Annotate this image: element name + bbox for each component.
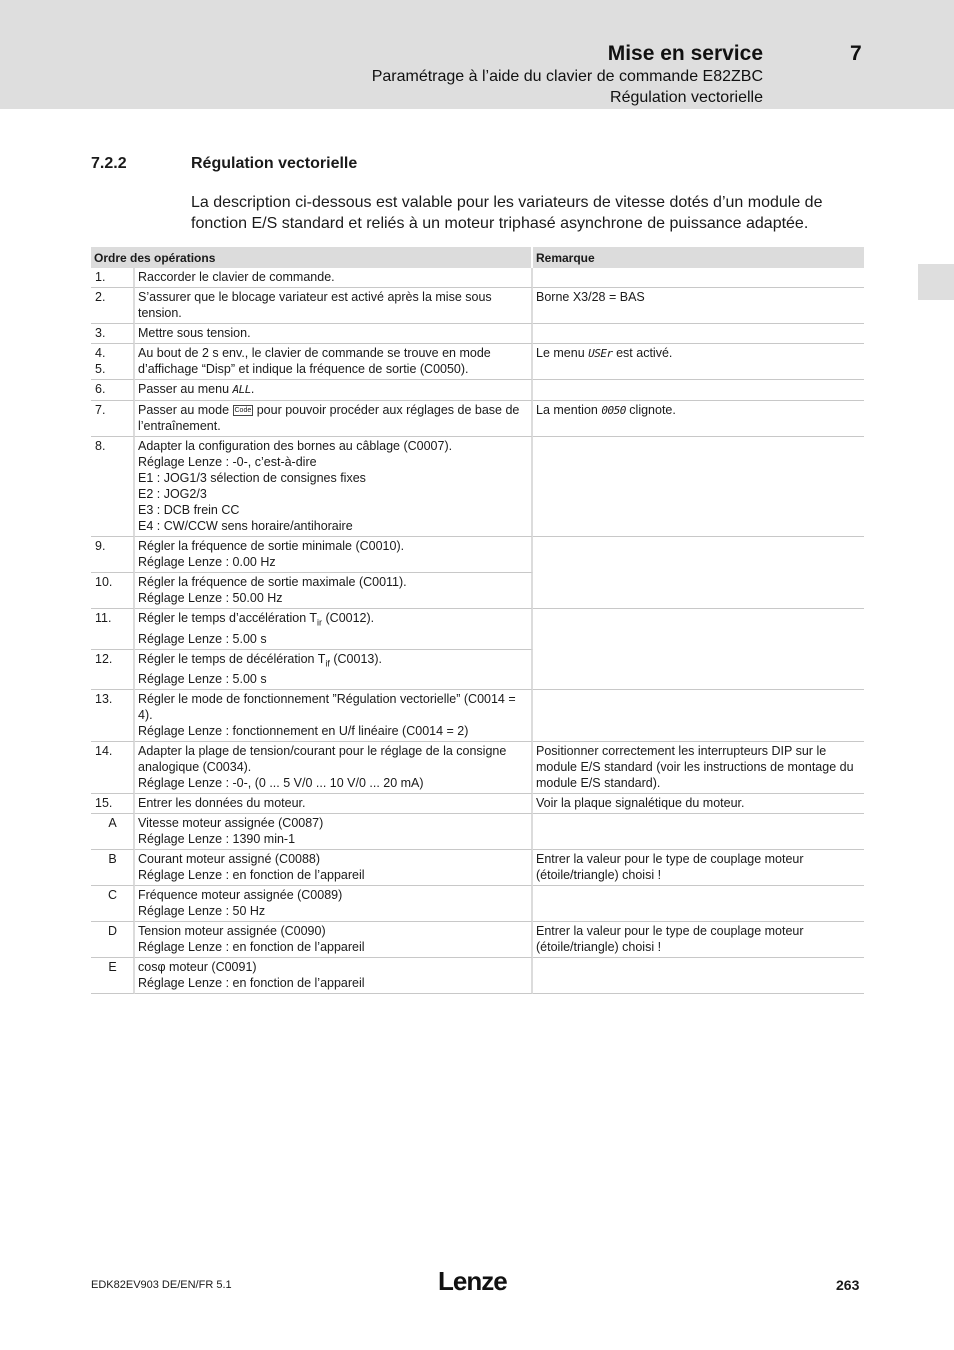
table-header-row [91,247,864,268]
step-letter: A [91,814,135,850]
step-number: 3. [91,324,135,344]
step-line: Réglage Lenze : en fonction de l’appareil [138,976,365,990]
table-row [91,958,864,994]
step-line [138,610,528,631]
table-row [91,922,864,958]
operations-table [91,247,864,994]
table-row [91,344,864,380]
step-text-part: Passer au mode [138,403,233,417]
lcd-display-text: 0050 [601,404,626,417]
step-letter: D [91,922,135,958]
step-line: Réglage Lenze : 5.00 s [138,631,267,646]
lcd-display-text: USEr [588,347,613,360]
step-text-part: (C0013). [329,651,382,666]
header-subtitle: Paramétrage à l’aide du clavier de commande E82ZBC [371,68,763,85]
table-row [91,288,864,324]
step-text: S’assurer que le blocage variateur est activé après la mise sous tension. [135,288,533,324]
step-text [135,609,533,650]
header-subtitle-2: Régulation vectorielle [610,89,763,106]
step-line: Réglage Lenze : 50 Hz [138,904,266,918]
step-remark [533,268,864,288]
step-line: E1 : JOG1/3 sélection de consignes fixes [138,471,366,485]
step-text [135,401,533,437]
step-number [91,344,135,380]
step-text-part: . [250,382,255,396]
step-remark: Borne X3/28 = BAS [533,288,864,324]
step-remark [533,380,864,401]
section-title: Régulation vectorielle [191,155,358,172]
step-remark [533,437,864,537]
step-remark [533,958,864,994]
step-letter: C [91,886,135,922]
step-number: 2. [91,288,135,324]
step-number: 14. [91,742,135,794]
step-line: Régler la fréquence de sortie maximale (C0011). [138,575,407,589]
step-line: E2 : JOG2/3 [138,487,207,501]
step-text [135,437,533,537]
step-number: 13. [91,690,135,742]
step-remark [533,324,864,344]
remark-text: clignote. [625,403,676,417]
table-row [91,690,864,742]
step-text [135,922,533,958]
step-text [135,742,533,794]
column-header-remark: Remarque [533,247,864,268]
step-text [135,380,533,401]
section-intro: La description ci-dessous est valable pour les variateurs de vitesse dotés d’un module de fonction E/S standard et reliés à un moteur triphasé asynchrone de puissance adaptée. [191,194,823,232]
step-text: Entrer les données du moteur. [135,794,533,814]
step-line: cosφ moteur (C0091) [138,960,257,974]
lcd-display-text: ALL [232,383,251,396]
step-number: 1. [91,268,135,288]
remark-text: Le menu [536,346,589,360]
step-text [135,958,533,994]
lenze-logo: Lenze [438,1266,507,1296]
step-line: Adapter la configuration des bornes au câblage (C0007). [138,439,453,453]
step-text-part: (C0012). [322,611,375,625]
step-text [135,650,533,691]
page-number: 263 [836,1277,860,1293]
step-number: 9. [91,537,135,573]
step-remark: Entrer la valeur pour le type de couplage moteur (étoile/triangle) choisi ! [533,922,864,958]
step-line: Réglage Lenze : -0-, c’est-à-dire [138,455,317,469]
step-line: Tension moteur assignée (C0090) [138,924,326,938]
step-remark [533,344,864,380]
step-text [135,537,533,573]
step-text-part: Régler le temps de décélération T [138,651,326,666]
table-row [91,794,864,814]
document-id: EDK82EV903 DE/EN/FR 5.1 [91,1279,232,1291]
step-line: Réglage Lenze : 50.00 Hz [138,591,283,605]
step-remark [533,401,864,437]
step-line: Régler la fréquence de sortie minimale (C0010). [138,539,405,553]
step-number: 7. [91,401,135,437]
step-text-part: Régler le temps d’accélération T [138,611,318,625]
step-number-4: 4. [95,346,106,360]
step-text-part: pour pouvoir procéder aux réglages de base de l’entraînement. [138,403,520,433]
step-line: E4 : CW/CCW sens horaire/antihoraire [138,519,353,533]
table-row [91,380,864,401]
chapter-title: Mise en service [607,42,763,65]
step-text [135,573,533,609]
step-line: Réglage Lenze : 1390 min-1 [138,832,296,846]
step-line: Régler le mode de fonctionnement ”Régulation vectorielle” (C0014 = 4). [138,692,516,722]
step-remark: Entrer la valeur pour le type de couplage moteur (étoile/triangle) choisi ! [533,850,864,886]
step-text-part: Passer au menu [138,382,233,396]
step-text: Raccorder le clavier de commande. [135,268,533,288]
table-row [91,609,864,650]
step-number: 12. [91,650,135,691]
table-row [91,886,864,922]
table-row [91,401,864,437]
step-remark [533,537,864,609]
step-remark: Voir la plaque signalétique du moteur. [533,794,864,814]
step-line: Réglage Lenze : en fonction de l’appareil [138,868,365,882]
step-line: E3 : DCB frein CC [138,503,240,517]
step-line: Réglage Lenze : en fonction de l’appareil [138,940,365,954]
step-text [135,814,533,850]
step-text [135,850,533,886]
step-remark [533,690,864,742]
step-line [138,651,528,672]
step-line: Vitesse moteur assignée (C0087) [138,816,324,830]
table-row [91,814,864,850]
remark-text: est activé. [612,346,673,360]
step-line: Réglage Lenze : 0.00 Hz [138,555,276,569]
step-number: 15. [91,794,135,814]
step-number: 8. [91,437,135,537]
column-header-ops: Ordre des opérations [91,247,533,268]
step-line: Réglage Lenze : 5.00 s [138,672,267,686]
section-number: 7.2.2 [91,155,127,172]
step-text: Au bout de 2 s env., le clavier de commande se trouve en mode d’affichage “Disp” et indique la fréquence de sortie (C0050). [135,344,533,380]
chapter-number: 7 [850,42,862,65]
subscript: if [325,658,330,668]
step-line: Réglage Lenze : -0-, (0 ... 5 V/0 ... 10 V/0 ... 20 mA) [138,776,424,790]
step-number-5: 5. [95,362,106,376]
table-row [91,742,864,794]
step-letter: E [91,958,135,994]
step-number: 10. [91,573,135,609]
step-line: Adapter la plage de tension/courant pour le réglage de la consigne analogique (C0034). [138,744,507,774]
step-line: Réglage Lenze : fonctionnement en U/f linéaire (C0014 = 2) [138,724,469,738]
step-line: Courant moteur assigné (C0088) [138,852,321,866]
subscript: ir [317,617,323,628]
chapter-side-tab [918,264,954,300]
step-number: 6. [91,380,135,401]
step-remark [533,886,864,922]
table-row [91,850,864,886]
step-text: Mettre sous tension. [135,324,533,344]
step-remark [533,609,864,690]
table-row [91,324,864,344]
step-text [135,690,533,742]
header-band [0,0,954,109]
table-row [91,537,864,573]
remark-text: La mention [536,403,602,417]
table-row [91,268,864,288]
step-line: Fréquence moteur assignée (C0089) [138,888,343,902]
table-row [91,437,864,537]
step-letter: B [91,850,135,886]
step-number: 11. [91,609,135,650]
step-remark: Positionner correctement les interrupteurs DIP sur le module E/S standard (voir les instructions de montage du module E/S standard). [533,742,864,794]
code-key-icon: Code [234,407,252,414]
step-text [135,886,533,922]
step-remark [533,814,864,850]
